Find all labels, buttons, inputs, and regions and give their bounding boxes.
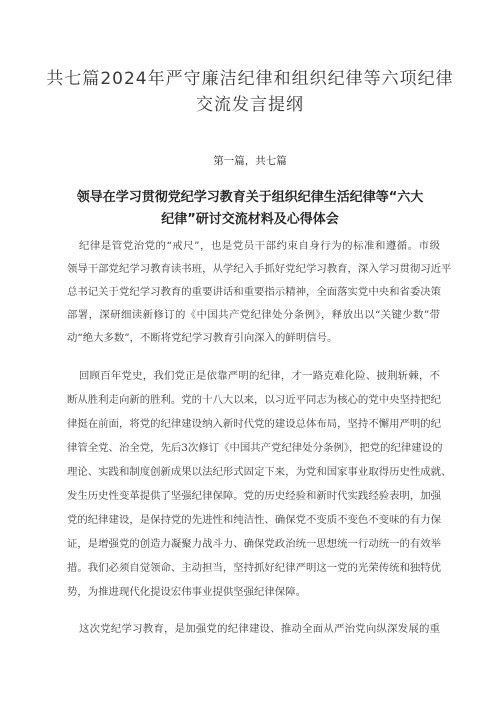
article-title-line-1: 领导在学习贯彻党纪学习教育关于组织纪律生活纪律等“六大 — [76, 190, 424, 205]
paragraph-line: 纪律是管党治党的“戒尺”，也是党员干部约束自身行为的标准和遵循。市级 — [79, 240, 440, 252]
paragraph-line: 这次党纪学习教育，是加强党的纪律建设、推动全面从严治党向纵深发展的重 — [79, 623, 440, 635]
paragraph-line: 律挺在前面，将党的纪律建设纳入新时代党的建设总体布局，坚持不懈用严明的纪 — [67, 418, 442, 430]
paragraph-line: 发生历史性变革提供了坚强纪律保障。党的历史经验和新时代实践经验表明，加强 — [67, 490, 442, 502]
paragraph-line: 总书记关于党纪学习教育的重要讲话和重要指示精神，全面落实党中央和省委决策 — [67, 286, 442, 298]
paragraph-line: 律管全党、治全党，先后3次修订《中国共产党纪律处分条例》，把党的纪律建设的 — [67, 442, 443, 454]
paragraph-line: 断从胜利走向新的胜利。党的十八大以来，以习近平同志为核心的党中央坚持把纪 — [67, 394, 442, 406]
paragraph-line: 证，是增强党的创造力凝聚力战斗力、确保党政治统一思想统一行动统一的有效举 — [67, 538, 442, 550]
article-title-line-2: 纪律”研讨交流材料及心得体会 — [161, 212, 339, 227]
paragraph-line: 部署，深研细读新修订的《中国共产党纪律处分条例》，释放出以“关键少数”带 — [67, 309, 440, 321]
document-title-line-1: 共七篇2024年严守廉洁纪律和组织纪律等六项纪律 — [46, 69, 454, 89]
section-label: 第一篇，共七篇 — [213, 155, 287, 167]
document-title-line-2: 交流发言提纲 — [196, 95, 304, 115]
paragraph-line: 领导干部党纪学习教育读书班，从学纪入手抓好党纪学习教育，深入学习贯彻习近平 — [67, 263, 452, 275]
paragraph-line: 措。我们必须自觉领命、主动担当，坚持抓好纪律严明这一党的光荣传统和独特优 — [67, 562, 442, 574]
paragraph-line: 动“绝大多数”，不断将党纪学习教育引向深入的鲜明信号。 — [67, 332, 338, 344]
paragraph-line: 党的纪律建设，是保持党的先进性和纯洁性、确保党不变质不变色不变味的有力保 — [67, 514, 442, 526]
paragraph-line: 理论、实践和制度创新成果以法纪形式固定下来，为党和国家事业取得历史性成就、 — [67, 466, 452, 478]
paragraph-line: 回顾百年党史，我们党正是依靠严明的纪律，才一路克难化险、披荆斩棘，不 — [79, 370, 440, 382]
paragraph-line: 势，为推进现代化提设宏伟事业提供坚强纪律保障。 — [67, 586, 306, 598]
